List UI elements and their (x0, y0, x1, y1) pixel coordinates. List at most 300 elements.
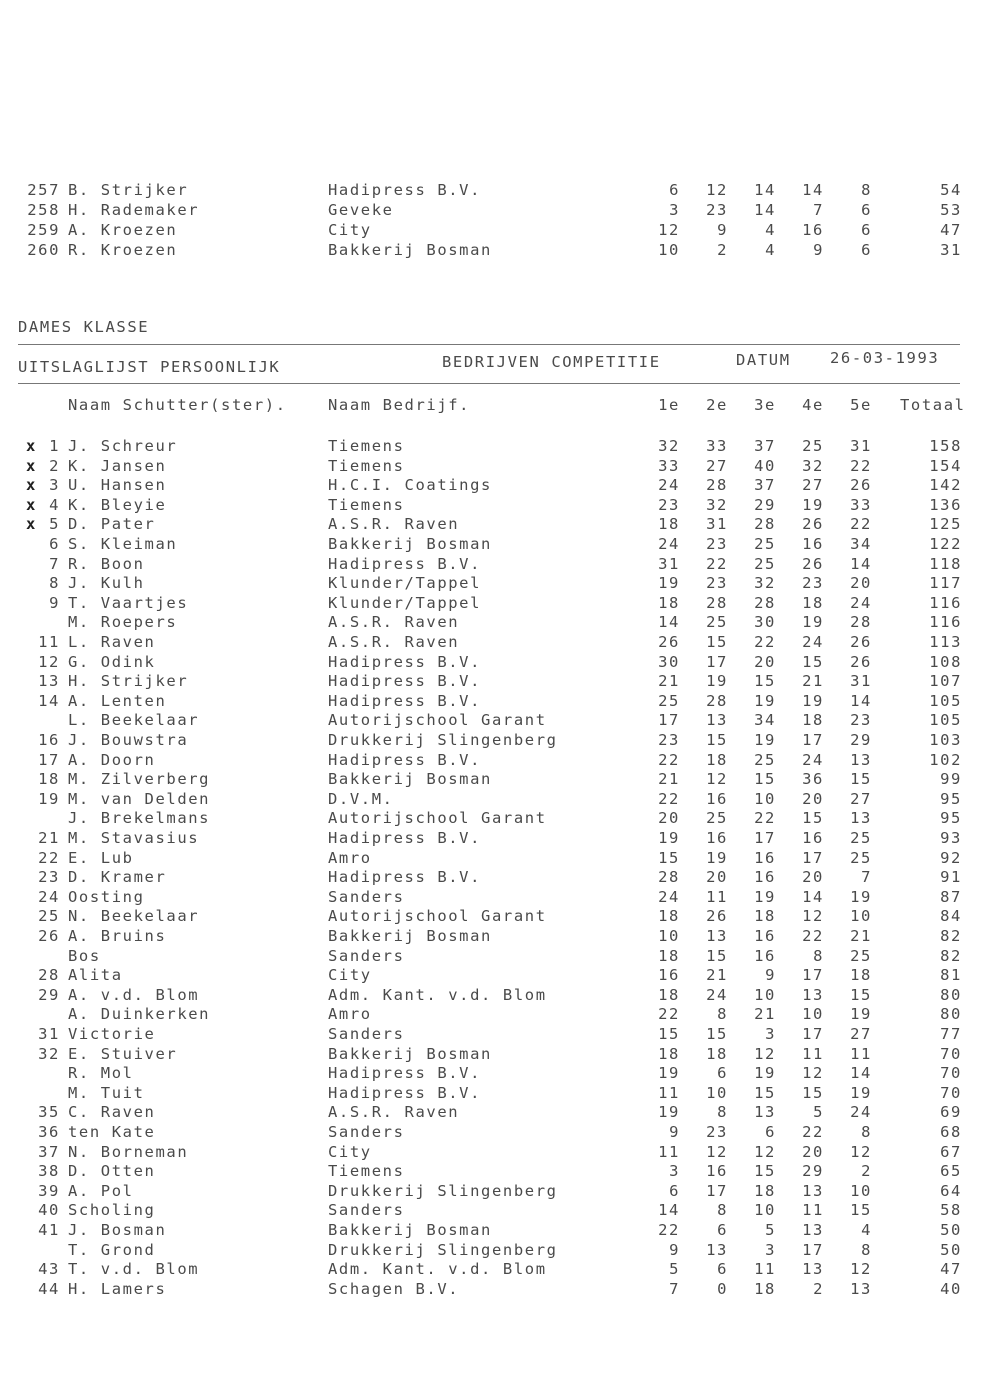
score-cell: 18 (658, 593, 680, 612)
total-cell: 92 (940, 848, 962, 867)
score-cell: 19 (658, 1103, 680, 1122)
table-row (0, 1142, 1000, 1162)
list-title: UITSLAGLIJST PERSOONLIJK (18, 358, 281, 376)
score-cell: 20 (802, 1142, 824, 1161)
rank-cell: 41 (38, 1221, 60, 1239)
name-cell: U. Hansen (68, 476, 167, 495)
column-header-company: Naam Bedrijf. (328, 396, 471, 414)
total-cell: 122 (929, 535, 962, 553)
score-cell: 29 (754, 495, 776, 514)
score-cell: 15 (850, 770, 872, 789)
rank-cell: 43 (38, 1260, 60, 1279)
name-cell: H. Lamers (68, 1279, 167, 1298)
table-row (0, 1200, 1000, 1220)
name-cell: L. Raven (68, 633, 156, 651)
score-cell: 13 (850, 809, 872, 828)
score-cell: 10 (802, 1005, 824, 1024)
score-cell: 27 (706, 456, 728, 475)
qualified-mark: x (26, 515, 37, 534)
rank-cell: 19 (38, 789, 60, 808)
score-cell: 19 (850, 887, 872, 906)
score-cell: 13 (802, 985, 824, 1004)
score-cell: 20 (802, 868, 824, 887)
score-cell: 27 (850, 1025, 872, 1043)
total-cell: 105 (929, 711, 962, 730)
score-cell: 19 (850, 1083, 872, 1102)
score-cell: 8 (861, 1240, 872, 1259)
score-cell: 17 (802, 1240, 824, 1259)
score-cell: 26 (802, 554, 824, 573)
name-cell: T. v.d. Blom (68, 1260, 200, 1279)
score-cell: 13 (802, 1260, 824, 1279)
score-cell: 11 (706, 887, 728, 906)
score-cell: 24 (850, 593, 872, 612)
score-cell: 15 (802, 1083, 824, 1102)
score-cell: 14 (850, 691, 872, 710)
total-cell: 84 (940, 907, 962, 926)
score-cell: 25 (754, 535, 776, 553)
score-cell: 22 (658, 789, 680, 808)
table-row (0, 475, 1000, 495)
company-cell: Hadipress B.V. (328, 829, 482, 847)
score-cell: 19 (754, 731, 776, 749)
score-cell: 29 (802, 1162, 824, 1181)
score-cell: 14 (802, 181, 824, 199)
company-cell: Amro (328, 1005, 372, 1024)
name-cell: R. Boon (68, 554, 145, 573)
rank-cell: 8 (49, 574, 60, 593)
score-cell: 12 (850, 1142, 872, 1161)
score-cell: 28 (658, 868, 680, 887)
score-cell: 22 (658, 750, 680, 769)
total-cell: 87 (940, 887, 962, 906)
score-cell: 36 (802, 770, 824, 789)
rank-cell: 23 (38, 868, 60, 887)
score-cell: 12 (850, 1260, 872, 1279)
rank-cell: 16 (38, 731, 60, 749)
score-cell: 20 (850, 574, 872, 593)
company-cell: Sanders (328, 887, 405, 906)
score-cell: 10 (658, 927, 680, 945)
score-cell: 11 (850, 1044, 872, 1063)
score-cell: 10 (754, 1201, 776, 1220)
score-cell: 18 (802, 593, 824, 612)
score-cell: 25 (658, 691, 680, 710)
total-cell: 81 (940, 966, 962, 985)
score-cell: 22 (658, 1221, 680, 1239)
score-cell: 26 (706, 907, 728, 926)
column-header-round-4: 4e (802, 396, 824, 414)
company-cell: Klunder/Tappel (328, 593, 482, 612)
score-cell: 21 (802, 672, 824, 691)
name-cell: E. Lub (68, 848, 134, 867)
score-cell: 16 (802, 221, 824, 239)
score-cell: 28 (706, 476, 728, 495)
competition-title: BEDRIJVEN COMPETITIE (442, 353, 661, 371)
name-cell: J. Bouwstra (68, 731, 189, 749)
score-cell: 18 (754, 1181, 776, 1200)
name-cell: H. Strijker (68, 672, 189, 691)
name-cell: T. Grond (68, 1240, 156, 1259)
score-cell: 18 (658, 515, 680, 534)
score-cell: 16 (754, 946, 776, 965)
name-cell: Victorie (68, 1025, 156, 1043)
name-cell: Bos (68, 946, 101, 965)
rank-cell: 32 (38, 1044, 60, 1063)
score-cell: 19 (802, 691, 824, 710)
score-cell: 14 (658, 1201, 680, 1220)
rank-cell: 18 (38, 770, 60, 789)
company-cell: City (328, 966, 372, 985)
score-cell: 27 (802, 476, 824, 495)
score-cell: 19 (754, 887, 776, 906)
score-cell: 16 (802, 535, 824, 553)
name-cell: ten Kate (68, 1123, 156, 1141)
company-cell: Klunder/Tappel (328, 574, 482, 593)
table-row (0, 946, 1000, 966)
rank-cell: 13 (38, 672, 60, 691)
score-cell: 3 (669, 201, 680, 219)
column-header-row (0, 395, 1000, 415)
score-cell: 9 (669, 1123, 680, 1141)
score-cell: 19 (658, 574, 680, 593)
score-cell: 16 (706, 1162, 728, 1181)
company-cell: Hadipress B.V. (328, 750, 482, 769)
score-cell: 6 (717, 1260, 728, 1279)
rank-cell: 25 (38, 907, 60, 926)
score-cell: 25 (754, 554, 776, 573)
rank-cell: 2 (49, 456, 60, 475)
total-cell: 107 (929, 672, 962, 691)
total-cell: 47 (940, 221, 962, 239)
score-cell: 19 (802, 613, 824, 632)
date-label: DATUM (736, 351, 791, 369)
table-row (0, 495, 1000, 515)
total-cell: 67 (940, 1142, 962, 1161)
rank-cell: 1 (49, 437, 60, 455)
rank-cell: 4 (49, 495, 60, 514)
name-cell: A. Lenten (68, 691, 167, 710)
name-cell: J. Schreur (68, 437, 178, 455)
name-cell: D. Pater (68, 515, 156, 534)
company-cell: Sanders (328, 946, 405, 965)
rank-cell: 29 (38, 985, 60, 1004)
name-cell: T. Vaartjes (68, 593, 189, 612)
table-row (0, 514, 1000, 534)
company-cell: City (328, 221, 372, 239)
score-cell: 22 (802, 927, 824, 945)
score-cell: 27 (850, 789, 872, 808)
total-cell: 103 (929, 731, 962, 749)
name-cell: H. Rademaker (68, 201, 200, 219)
score-cell: 25 (850, 829, 872, 847)
score-cell: 5 (813, 1103, 824, 1122)
table-row (0, 1024, 1000, 1044)
table-row (0, 200, 1000, 220)
table-row (0, 220, 1000, 240)
table-row (0, 1181, 1000, 1201)
company-cell: Autorijschool Garant (328, 907, 547, 926)
table-row (0, 887, 1000, 907)
total-cell: 58 (940, 1201, 962, 1220)
score-cell: 17 (802, 966, 824, 985)
score-cell: 19 (754, 1064, 776, 1083)
score-cell: 3 (669, 1162, 680, 1181)
name-cell: A. v.d. Blom (68, 985, 200, 1004)
score-cell: 32 (754, 574, 776, 593)
rank-cell: 35 (38, 1103, 60, 1122)
total-cell: 93 (940, 829, 962, 847)
score-cell: 23 (658, 495, 680, 514)
name-cell: K. Bleyie (68, 495, 167, 514)
name-cell: M. Zilverberg (68, 770, 211, 789)
score-cell: 20 (802, 789, 824, 808)
score-cell: 15 (658, 1025, 680, 1043)
score-cell: 31 (706, 515, 728, 534)
table-row (0, 1004, 1000, 1024)
total-cell: 50 (940, 1221, 962, 1239)
score-cell: 9 (717, 221, 728, 239)
score-cell: 12 (754, 1142, 776, 1161)
score-cell: 12 (754, 1044, 776, 1063)
score-cell: 24 (850, 1103, 872, 1122)
score-cell: 13 (754, 1103, 776, 1122)
score-cell: 16 (754, 927, 776, 945)
header-rule-top (18, 344, 960, 345)
score-cell: 12 (802, 1064, 824, 1083)
name-cell: M. van Delden (68, 789, 211, 808)
company-cell: Bakkerij Bosman (328, 927, 492, 945)
rank-cell: 258 (27, 201, 60, 219)
score-cell: 19 (850, 1005, 872, 1024)
score-cell: 18 (658, 985, 680, 1004)
column-header-total: Totaal (900, 396, 966, 414)
score-cell: 14 (754, 181, 776, 199)
score-cell: 26 (658, 633, 680, 651)
table-row (0, 906, 1000, 926)
score-cell: 6 (861, 221, 872, 239)
score-cell: 13 (802, 1221, 824, 1239)
company-cell: A.S.R. Raven (328, 633, 460, 651)
score-cell: 34 (850, 535, 872, 553)
column-header-round-2: 2e (706, 396, 728, 414)
qualified-mark: x (26, 456, 37, 475)
rank-cell: 6 (49, 535, 60, 553)
total-cell: 31 (940, 241, 962, 259)
score-cell: 26 (850, 652, 872, 671)
company-cell: Adm. Kant. v.d. Blom (328, 1260, 547, 1279)
total-cell: 99 (940, 770, 962, 789)
company-cell: A.S.R. Raven (328, 515, 460, 534)
score-cell: 30 (754, 613, 776, 632)
score-cell: 5 (669, 1260, 680, 1279)
score-cell: 15 (754, 1162, 776, 1181)
table-row (0, 1083, 1000, 1103)
total-cell: 154 (929, 456, 962, 475)
total-cell: 80 (940, 1005, 962, 1024)
score-cell: 29 (850, 731, 872, 749)
score-cell: 8 (861, 1123, 872, 1141)
score-cell: 18 (658, 946, 680, 965)
name-cell: A. Kroezen (68, 221, 178, 239)
score-cell: 24 (706, 985, 728, 1004)
score-cell: 2 (813, 1279, 824, 1298)
rank-cell: 12 (38, 652, 60, 671)
score-cell: 7 (861, 868, 872, 887)
rank-cell: 14 (38, 691, 60, 710)
score-cell: 6 (717, 1221, 728, 1239)
score-cell: 15 (658, 848, 680, 867)
qualified-mark: x (26, 495, 37, 514)
company-cell: Geveke (328, 201, 394, 219)
table-row (0, 808, 1000, 828)
score-cell: 13 (802, 1181, 824, 1200)
score-cell: 11 (802, 1201, 824, 1220)
date-value: 26-03-1993 (830, 349, 940, 367)
table-row (0, 593, 1000, 613)
score-cell: 25 (706, 613, 728, 632)
table-row (0, 691, 1000, 711)
rank-cell: 3 (49, 476, 60, 495)
name-cell: D. Otten (68, 1162, 156, 1181)
score-cell: 14 (754, 201, 776, 219)
table-row (0, 573, 1000, 593)
name-cell: Alita (68, 966, 123, 985)
name-cell: Oosting (68, 887, 145, 906)
score-cell: 26 (802, 515, 824, 534)
rank-cell: 26 (38, 927, 60, 945)
score-cell: 13 (706, 1240, 728, 1259)
table-row (0, 180, 1000, 200)
total-cell: 158 (929, 437, 962, 455)
total-cell: 116 (929, 593, 962, 612)
company-cell: A.S.R. Raven (328, 1103, 460, 1122)
score-cell: 8 (861, 181, 872, 199)
table-row (0, 1063, 1000, 1083)
table-row (0, 789, 1000, 809)
name-cell: J. Kulh (68, 574, 145, 593)
company-cell: Bakkerij Bosman (328, 770, 492, 789)
score-cell: 16 (754, 848, 776, 867)
name-cell: R. Mol (68, 1064, 134, 1083)
score-cell: 14 (850, 1064, 872, 1083)
total-cell: 77 (940, 1025, 962, 1043)
score-cell: 24 (802, 750, 824, 769)
rank-cell: 38 (38, 1162, 60, 1181)
score-cell: 17 (802, 848, 824, 867)
score-cell: 19 (658, 829, 680, 847)
company-cell: Drukkerij Slingenberg (328, 1240, 558, 1259)
section-title: DAMES KLASSE (18, 318, 150, 336)
table-row (0, 436, 1000, 456)
score-cell: 25 (850, 848, 872, 867)
rank-cell: 40 (38, 1201, 60, 1220)
table-row (0, 1044, 1000, 1064)
score-cell: 17 (754, 829, 776, 847)
score-cell: 9 (669, 1240, 680, 1259)
score-cell: 19 (754, 691, 776, 710)
total-cell: 108 (929, 652, 962, 671)
company-cell: Bakkerij Bosman (328, 241, 492, 259)
total-cell: 68 (940, 1123, 962, 1141)
total-cell: 95 (940, 789, 962, 808)
score-cell: 6 (861, 241, 872, 259)
table-row (0, 456, 1000, 476)
score-cell: 23 (706, 574, 728, 593)
total-cell: 50 (940, 1240, 962, 1259)
total-cell: 82 (940, 946, 962, 965)
table-row (0, 750, 1000, 770)
score-cell: 28 (754, 515, 776, 534)
company-cell: Autorijschool Garant (328, 809, 547, 828)
score-cell: 15 (706, 946, 728, 965)
rank-cell: 9 (49, 593, 60, 612)
score-cell: 33 (706, 437, 728, 455)
qualified-mark: x (26, 476, 37, 495)
score-cell: 32 (706, 495, 728, 514)
score-cell: 20 (658, 809, 680, 828)
total-cell: 125 (929, 515, 962, 534)
rank-cell: 7 (49, 554, 60, 573)
company-cell: Hadipress B.V. (328, 1083, 482, 1102)
name-cell: M. Roepers (68, 613, 178, 632)
rank-cell: 5 (49, 515, 60, 534)
score-cell: 14 (658, 613, 680, 632)
total-cell: 91 (940, 868, 962, 887)
table-row (0, 965, 1000, 985)
rank-cell: 259 (27, 221, 60, 239)
score-cell: 7 (669, 1279, 680, 1298)
total-cell: 118 (929, 554, 962, 573)
company-cell: Tiemens (328, 1162, 405, 1181)
rank-cell: 39 (38, 1181, 60, 1200)
score-cell: 18 (802, 711, 824, 730)
table-row (0, 926, 1000, 946)
company-cell: City (328, 1142, 372, 1161)
score-cell: 18 (850, 966, 872, 985)
company-cell: Hadipress B.V. (328, 868, 482, 887)
score-cell: 24 (658, 476, 680, 495)
total-cell: 70 (940, 1083, 962, 1102)
score-cell: 17 (706, 652, 728, 671)
name-cell: Scholing (68, 1201, 156, 1220)
column-header-round-5: 5e (850, 396, 872, 414)
score-cell: 23 (802, 574, 824, 593)
header-rule-bottom (18, 383, 960, 384)
total-cell: 95 (940, 809, 962, 828)
table-row (0, 240, 1000, 260)
table-row (0, 534, 1000, 554)
total-cell: 80 (940, 985, 962, 1004)
name-cell: R. Kroezen (68, 241, 178, 259)
score-cell: 21 (658, 672, 680, 691)
name-cell: N. Borneman (68, 1142, 189, 1161)
name-cell: G. Odink (68, 652, 156, 671)
score-cell: 6 (669, 181, 680, 199)
table-row (0, 1259, 1000, 1279)
rank-cell: 22 (38, 848, 60, 867)
total-cell: 116 (929, 613, 962, 632)
score-cell: 17 (802, 1025, 824, 1043)
name-cell: A. Bruins (68, 927, 167, 945)
rank-cell: 31 (38, 1025, 60, 1043)
name-cell: E. Stuiver (68, 1044, 178, 1063)
total-cell: 40 (940, 1279, 962, 1298)
company-cell: Tiemens (328, 456, 405, 475)
company-cell: Hadipress B.V. (328, 652, 482, 671)
company-cell: D.V.M. (328, 789, 394, 808)
score-cell: 37 (754, 437, 776, 455)
